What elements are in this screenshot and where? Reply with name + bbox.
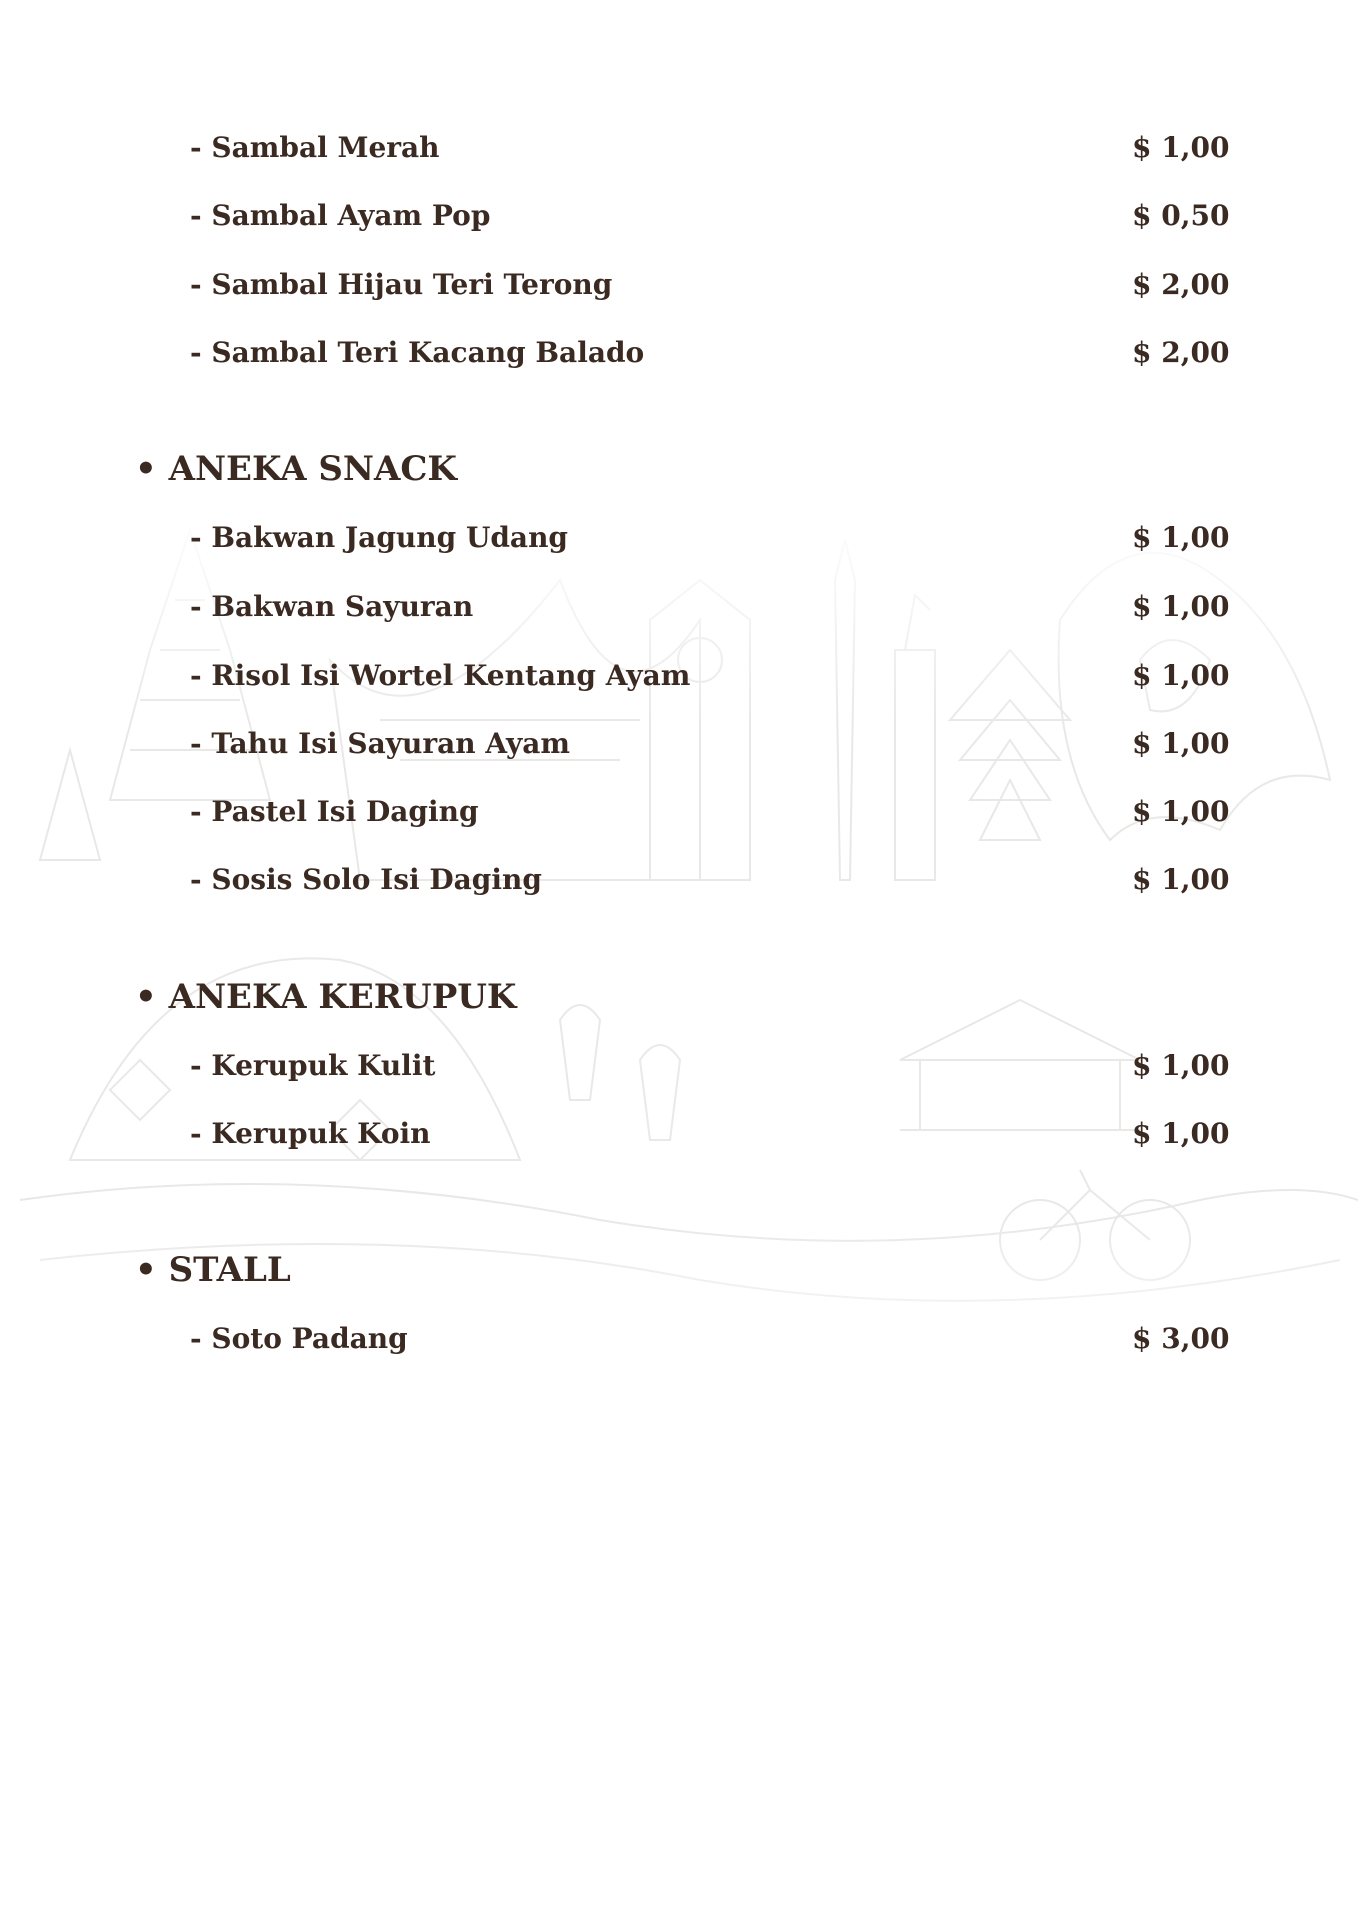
menu-item xyxy=(0,654,1358,698)
section-heading: • ANEKA KERUPUK xyxy=(135,977,517,1017)
menu-item xyxy=(0,516,1358,560)
menu-item-price: $ 1,00 xyxy=(1132,1049,1230,1082)
menu-item-price: $ 1,00 xyxy=(1132,1117,1230,1150)
menu-item-price: $ 3,00 xyxy=(1132,1322,1230,1355)
menu-item xyxy=(0,263,1358,307)
menu-item-price: $ 2,00 xyxy=(1132,268,1230,301)
menu-item-price: $ 0,50 xyxy=(1132,199,1230,232)
section-heading: • STALL xyxy=(135,1250,291,1290)
menu-item xyxy=(0,585,1358,629)
menu-item-price: $ 1,00 xyxy=(1132,521,1230,554)
menu-item xyxy=(0,1044,1358,1088)
menu-item-name: - Sambal Teri Kacang Balado xyxy=(190,336,645,369)
menu-item-name: - Sambal Merah xyxy=(190,131,440,164)
menu-item-name: - Kerupuk Koin xyxy=(190,1117,431,1150)
menu-item xyxy=(0,126,1358,170)
menu-item-name: - Tahu Isi Sayuran Ayam xyxy=(190,727,570,760)
menu-item xyxy=(0,1112,1358,1156)
menu-item-name: - Bakwan Jagung Udang xyxy=(190,521,569,554)
menu-item-name: - Sambal Hijau Teri Terong xyxy=(190,268,613,301)
menu-item-price: $ 1,00 xyxy=(1132,659,1230,692)
menu-item-price: $ 1,00 xyxy=(1132,795,1230,828)
menu-item-price: $ 1,00 xyxy=(1132,727,1230,760)
menu-item-price: $ 1,00 xyxy=(1132,590,1230,623)
menu-item xyxy=(0,722,1358,766)
menu-item xyxy=(0,1317,1358,1361)
menu-item xyxy=(0,331,1358,375)
menu-item-name: - Sosis Solo Isi Daging xyxy=(190,863,542,896)
menu-item xyxy=(0,194,1358,238)
section-heading: • ANEKA SNACK xyxy=(135,449,457,489)
menu-item xyxy=(0,790,1358,834)
menu-item-name: - Kerupuk Kulit xyxy=(190,1049,436,1082)
menu-item-name: - Pastel Isi Daging xyxy=(190,795,479,828)
menu-item-price: $ 1,00 xyxy=(1132,863,1230,896)
menu-item-price: $ 1,00 xyxy=(1132,131,1230,164)
menu-item-name: - Bakwan Sayuran xyxy=(190,590,474,623)
menu-item-name: - Sambal Ayam Pop xyxy=(190,199,491,232)
menu-item-name: - Soto Padang xyxy=(190,1322,408,1355)
menu-item xyxy=(0,858,1358,902)
menu-item-name: - Risol Isi Wortel Kentang Ayam xyxy=(190,659,691,692)
menu-item-price: $ 2,00 xyxy=(1132,336,1230,369)
